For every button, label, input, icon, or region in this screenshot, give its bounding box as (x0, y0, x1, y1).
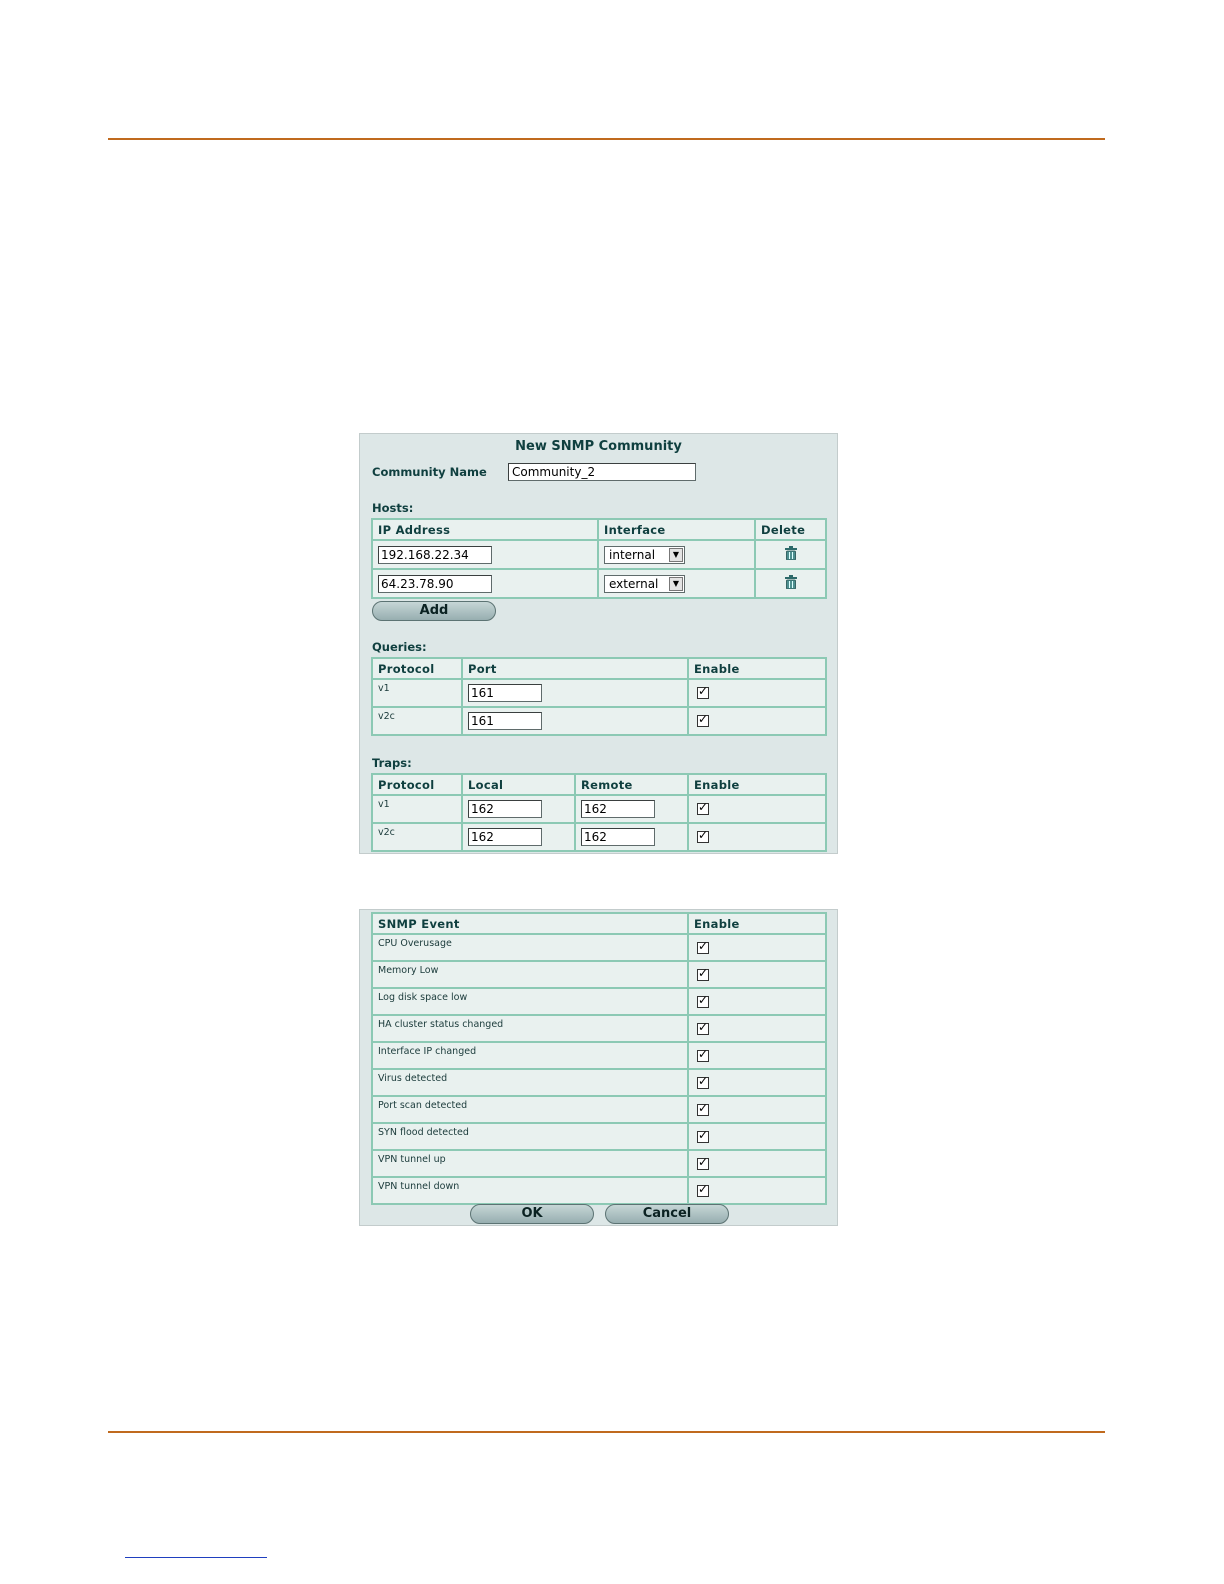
event-label: SYN flood detected (372, 1123, 688, 1150)
hosts-label: Hosts: (372, 501, 414, 515)
event-enable-checkbox[interactable] (697, 1185, 709, 1197)
event-label: Port scan detected (372, 1096, 688, 1123)
traps-label: Traps: (372, 756, 412, 770)
col-snmp-event: SNMP Event (372, 913, 688, 934)
event-enable-checkbox[interactable] (697, 1050, 709, 1062)
table-row (372, 540, 826, 569)
trap-local-port-input[interactable]: 162 (468, 800, 542, 818)
table-row (372, 823, 826, 851)
table-row (372, 1042, 826, 1069)
event-label: VPN tunnel up (372, 1150, 688, 1177)
col-enable: Enable (688, 774, 826, 795)
add-host-button[interactable]: Add (372, 601, 496, 621)
col-ip-address: IP Address (372, 519, 598, 540)
trash-icon[interactable] (785, 546, 797, 560)
event-enable-checkbox[interactable] (697, 1158, 709, 1170)
header-rule (108, 138, 1105, 140)
cancel-button[interactable]: Cancel (605, 1204, 729, 1224)
table-row (372, 1069, 826, 1096)
col-protocol: Protocol (372, 774, 462, 795)
event-enable-checkbox[interactable] (697, 1131, 709, 1143)
event-label: VPN tunnel down (372, 1177, 688, 1204)
trap-remote-port-input[interactable]: 162 (581, 828, 655, 846)
table-row (372, 1177, 826, 1204)
col-port: Port (462, 658, 688, 679)
snmp-events-panel (359, 909, 838, 1226)
trap-remote-port-input[interactable]: 162 (581, 800, 655, 818)
event-label: Interface IP changed (372, 1042, 688, 1069)
trap-enable-checkbox[interactable] (697, 831, 709, 843)
event-enable-checkbox[interactable] (697, 969, 709, 981)
table-row (372, 569, 826, 598)
table-row (372, 934, 826, 961)
hosts-table (371, 518, 827, 599)
host-ip-input[interactable]: 192.168.22.34 (378, 546, 492, 564)
event-label: HA cluster status changed (372, 1015, 688, 1042)
trap-local-port-input[interactable]: 162 (468, 828, 542, 846)
event-enable-checkbox[interactable] (697, 1023, 709, 1035)
trash-icon[interactable] (785, 575, 797, 589)
query-enable-checkbox[interactable] (697, 715, 709, 727)
col-enable: Enable (688, 913, 826, 934)
community-name-input[interactable]: Community_2 (508, 463, 696, 481)
col-protocol: Protocol (372, 658, 462, 679)
event-enable-checkbox[interactable] (697, 996, 709, 1008)
snmp-events-table (371, 912, 827, 1205)
protocol-label: v1 (372, 795, 462, 823)
table-row (372, 679, 826, 707)
event-label: Log disk space low (372, 988, 688, 1015)
col-local: Local (462, 774, 575, 795)
query-enable-checkbox[interactable] (697, 687, 709, 699)
table-row (372, 961, 826, 988)
dialog-title: New SNMP Community (515, 439, 682, 454)
table-row (372, 1150, 826, 1177)
queries-table (371, 657, 827, 736)
trap-enable-checkbox[interactable] (697, 803, 709, 815)
queries-label: Queries: (372, 640, 427, 654)
query-port-input[interactable]: 161 (468, 712, 542, 730)
col-enable: Enable (688, 658, 826, 679)
col-delete: Delete (755, 519, 826, 540)
table-row (372, 795, 826, 823)
table-row (372, 1096, 826, 1123)
interface-select[interactable]: internal ▼ (604, 546, 685, 564)
protocol-label: v2c (372, 707, 462, 735)
event-enable-checkbox[interactable] (697, 1077, 709, 1089)
traps-table (371, 773, 827, 852)
query-port-input[interactable]: 161 (468, 684, 542, 702)
table-row (372, 1123, 826, 1150)
snmp-community-panel (359, 433, 838, 854)
event-label: Memory Low (372, 961, 688, 988)
table-row (372, 1015, 826, 1042)
footer-link-underline (125, 1557, 267, 1558)
interface-select[interactable]: external ▼ (604, 575, 685, 593)
chevron-down-icon: ▼ (669, 577, 683, 591)
col-remote: Remote (575, 774, 688, 795)
community-name-label: Community Name (372, 465, 487, 479)
protocol-label: v1 (372, 679, 462, 707)
col-interface: Interface (598, 519, 755, 540)
footer-rule (108, 1431, 1105, 1433)
event-label: Virus detected (372, 1069, 688, 1096)
ok-button[interactable]: OK (470, 1204, 594, 1224)
event-enable-checkbox[interactable] (697, 1104, 709, 1116)
protocol-label: v2c (372, 823, 462, 851)
table-row (372, 707, 826, 735)
host-ip-input[interactable]: 64.23.78.90 (378, 575, 492, 593)
event-enable-checkbox[interactable] (697, 942, 709, 954)
table-row (372, 988, 826, 1015)
chevron-down-icon: ▼ (669, 548, 683, 562)
event-label: CPU Overusage (372, 934, 688, 961)
